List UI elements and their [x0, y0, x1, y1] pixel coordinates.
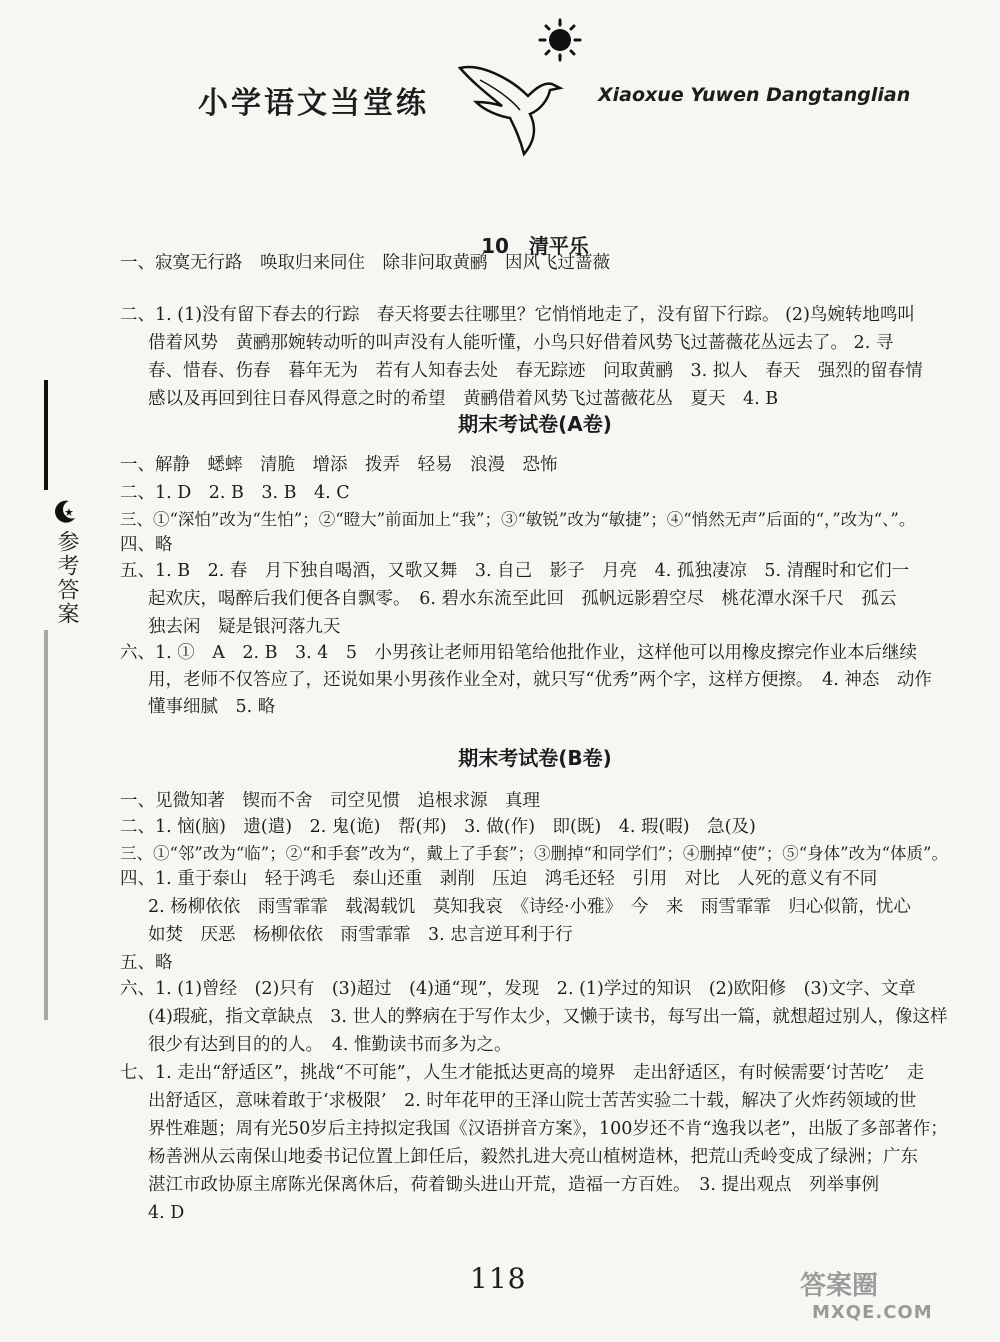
section-title-1: 10 清平乐 — [481, 234, 589, 258]
page-header — [0, 0, 1000, 180]
s3-line-6b: (4)瑕疵，指文章缺点 3. 世人的弊病在于写作太少，又懒于读书，每写出一篇，就想超过别人，像这样 — [148, 1007, 948, 1027]
s3-line-6a: 六、1. (1)曾经 (2)只有 (3)超过 (4)通“现”，发现 2. (1)学过的知识 (2)欧阳修 (3)文字、文章 — [120, 979, 916, 999]
s3-line-5: 五、略 — [120, 953, 173, 973]
s3-line-4c: 如焚 厌恶 杨柳依依 雨雪霏霏 3. 忠言逆耳利于行 — [148, 925, 573, 945]
section-title-2: 期末考试卷(A卷) — [458, 412, 612, 436]
side-label: 参考答案 — [54, 530, 79, 626]
s1-line-2a: 二、1. (1)没有留下春去的行踪 春天将要去往哪里？它悄悄地走了，没有留下行踪。 (2)鸟婉转地鸣叫 — [120, 305, 915, 325]
s3-line-1: 一、见微知著 锲而不舍 司空见惯 追根求源 真理 — [120, 791, 540, 811]
s3-line-7c: 界性难题；周有光50岁后主持拟定我国《汉语拼音方案》，100岁还不肯“逸我以老”，出版了多部著作； — [148, 1119, 948, 1139]
s1-line-1: 一、寂寞无行路 唤取归来同住 除非问取黄鹂 因风飞过蔷薇 — [120, 253, 610, 273]
bird-sun-icon — [440, 18, 590, 158]
watermark-url: MXQE.COM — [812, 1302, 933, 1323]
s3-line-3: 三、①“邻”改为“临”；②“和手套”改为“，戴上了手套”；③删掉“和同学们”；④删掉“使”；⑤“身体”改为“体质”。 — [120, 844, 948, 863]
s2-line-5b: 起欢庆，喝醉后我们便各自飘零。 6. 碧水东流至此回 孤帆远影碧空尽 桃花潭水深千尺 孤云 — [148, 589, 897, 609]
crescent-star-icon — [52, 498, 78, 524]
s1-line-2d: 感以及再回到往日春风得意之时的希望 黄鹂借着风势飞过蔷薇花丛 夏天 4. B — [148, 389, 779, 409]
s1-line-2b: 借着风势 黄鹂那婉转动听的叫声没有人能听懂，小鸟只好借着风势飞过蔷薇花丛远去了。 2. 寻 — [148, 333, 894, 353]
s2-line-6c: 懂事细腻 5. 略 — [148, 697, 276, 717]
page-number: 118 — [470, 1262, 527, 1295]
s2-line-5c: 独去闲 疑是银河落九天 — [148, 617, 341, 637]
s3-line-4b: 2. 杨柳依依 雨雪霏霏 载渴载饥 莫知我哀 《诗经·小雅》 今 来 雨雪霏霏 归心似箭，忧心 — [148, 897, 911, 917]
s3-line-7f: 4. D — [148, 1203, 185, 1223]
s2-line-2: 二、1. D 2. B 3. B 4. C — [120, 483, 350, 503]
s2-line-6a: 六、1. ① A 2. B 3. 4 5 小男孩让老师用铅笔给他批作业，这样他可以用橡皮擦完作业本后继续 — [120, 643, 918, 663]
book-title: 小学语文当堂练 — [198, 86, 429, 121]
s3-line-4a: 四、1. 重于泰山 轻于鸿毛 泰山还重 剥削 压迫 鸿毛还轻 引用 对比 人死的意义有不同 — [120, 869, 878, 889]
watermark-logo: 答案圈 — [800, 1271, 879, 1301]
s3-line-2: 二、1. 恼(脑) 遗(遣) 2. 鬼(诡) 帮(邦) 3. 做(作) 即(既) 4. 瑕(暇) 急(及) — [120, 817, 756, 837]
s3-line-7e: 湛江市政协原主席陈光保离休后，荷着锄头进山开荒，造福一方百姓。 3. 提出观点 列举事例 — [148, 1175, 880, 1195]
s2-line-1: 一、解静 蟋蟀 清脆 增添 拨弄 轻易 浪漫 恐怖 — [120, 455, 558, 475]
book-title-pinyin: Xiaoxue Yuwen Dangtanglian — [598, 84, 911, 106]
s3-line-6c: 很少有达到目的的人。 4. 惟勤读书而多为之。 — [148, 1035, 512, 1055]
s1-line-2c: 春、惜春、伤春 暮年无为 若有人知春去处 春无踪迹 问取黄鹂 3. 拟人 春天 强烈的留春情 — [148, 361, 923, 381]
s3-line-7d: 杨善洲从云南保山地委书记位置上卸任后，毅然扎进大亮山植树造林，把荒山秃岭变成了绿洲；广东 — [148, 1147, 918, 1167]
s2-line-4: 四、略 — [120, 535, 173, 555]
side-rule — [44, 380, 48, 490]
s2-line-6b: 用，老师不仅答应了，还说如果小男孩作业全对，就只写“优秀”两个字，这样方便擦。 4. 神态 动作 — [148, 670, 932, 690]
s3-line-7b: 出舒适区，意味着敢于‘求极限’ 2. 时年花甲的王泽山院士苦苦实验二十载，解决了火炸药领域的世 — [148, 1091, 917, 1111]
section-title-3: 期末考试卷(B卷) — [458, 746, 612, 770]
s3-line-7a: 七、1. 走出“舒适区”，挑战“不可能”，人生才能抵达更高的境界 走出舒适区，有时候需要‘讨苦吃’ 走 — [120, 1063, 925, 1083]
s2-line-3: 三、①“深怕”改为“生怕”；②“瞪大”前面加上“我”；③“敏锐”改为“敏捷”；④“悄然无声”后面的“，”改为“、”。 — [120, 510, 916, 529]
side-tab — [40, 380, 79, 1020]
s2-line-5a: 五、1. B 2. 春 月下独自喝酒，又歌又舞 3. 自己 影子 月亮 4. 孤独凄凉 5. 清醒时和它们一 — [120, 561, 910, 581]
side-rule-lower — [44, 630, 48, 1020]
